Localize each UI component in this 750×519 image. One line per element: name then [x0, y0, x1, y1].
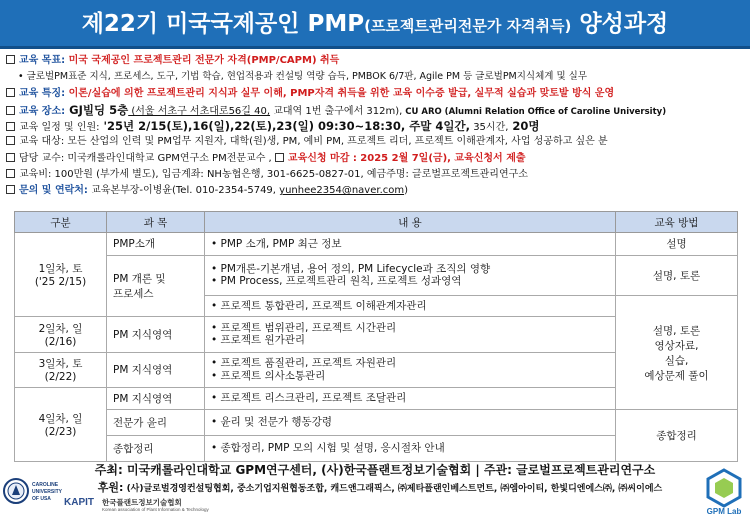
day3-cell	[15, 352, 107, 387]
checkbox-icon	[6, 106, 15, 115]
content-cell: • 종합정리, PMP 모의 시험 및 설명, 응시절차 안내	[205, 435, 616, 461]
feature-label: 교육 특징:	[19, 87, 66, 99]
method-cell: 설명	[616, 233, 738, 255]
table-header-row	[15, 212, 738, 233]
schedule-text: '25년 2/15(토),16(일),22(토),23(일) 09:30~18:30, 주말 4일간,	[99, 119, 471, 134]
content-line: • 프로젝트 범위관리, 프로젝트 시간관리	[211, 321, 397, 334]
subject-cell	[107, 255, 205, 317]
cu-line2: UNIVERSITY	[32, 489, 62, 495]
place-label: 교육 장소:	[19, 105, 66, 117]
header-subject: 과 목	[107, 212, 205, 233]
header-method: 교육 방법	[616, 212, 738, 233]
subject-cell: PMP소개	[107, 233, 205, 255]
table-row	[15, 233, 738, 255]
day3-label: 3일차, 토	[38, 358, 83, 371]
table-row	[15, 410, 738, 435]
feature-line	[6, 86, 746, 102]
method-line: 실습,	[664, 354, 689, 367]
checkbox-icon	[6, 169, 15, 178]
content-line: • PM개론-기본개념, 용어 정의, PM Lifecycle과 조직의 영향	[211, 262, 491, 275]
sponsor-text: (사)글로벌경영컨설팅협회, 중소기업지원협동조합, 캐드앤그래픽스, ㈜제타플랜인베스트먼트, ㈜엠아이티, 한빛디엔에스㈜, ㈜씨이에스	[123, 484, 663, 494]
kapit-mark: KAPIT	[64, 497, 94, 508]
place-line	[6, 102, 746, 118]
sponsor-label: 후원:	[97, 481, 124, 494]
schedule-people: 20명	[508, 119, 540, 134]
feature-text: 이론/실습에 의한 프로젝트관리 지식과 실무 이해, PMP자격 취득을 위한 교육 이수증 발급, 실무적 실습과 맞토발 방식 운영	[65, 87, 615, 99]
schedule-label: 교육 일정 및 인원:	[19, 122, 100, 134]
page-title	[0, 0, 750, 49]
title-banner	[0, 0, 750, 49]
table-row	[15, 255, 738, 295]
content-cell	[205, 317, 616, 352]
content-line: • 프로젝트 원가관리	[211, 334, 306, 347]
cu-line3: OF USA	[32, 496, 51, 502]
content-cell	[205, 352, 616, 387]
subject-cell: 종합정리	[107, 435, 205, 461]
checkbox-icon	[6, 185, 15, 194]
contact-email-link[interactable]: yunhee2354@naver.com	[279, 185, 405, 197]
method-cell: 종합정리	[616, 410, 738, 462]
content-line: • 프로젝트 품질관리, 프로젝트 자원관리	[211, 357, 397, 370]
gpm-lab-text: GPM Lab	[706, 507, 742, 516]
method-cell: 설명, 토론	[616, 255, 738, 295]
target-text: 교육 대상: 모든 산업의 인력 및 PM업무 지원자, 대학(원)생, PM, 예비 PM, 프로젝트 리더, 프로젝트 이해관계자, 사업 성공하고 싶은 분	[19, 136, 608, 148]
content-cell	[205, 255, 616, 295]
checkbox-icon	[6, 153, 15, 162]
teacher-line: 담당 교수: 미국캐롤라인대학교 GPM연구소 PM전문교수 , 교육신청 마감 : 2025 2월 7일(금), 교육신청서 제출	[6, 151, 746, 167]
fee-line	[6, 167, 746, 183]
place-cu: CU ARO (Alumni Relation Office of Caroline University)	[402, 106, 667, 117]
caroline-university-logo	[2, 469, 62, 517]
day4-label: 4일차, 일	[38, 413, 83, 426]
checkbox-icon	[6, 55, 15, 64]
content-cell: • 프로젝트 통합관리, 프로젝트 이해관계자관리	[205, 296, 616, 317]
method-line: 설명, 토론	[652, 324, 701, 337]
method-line: 영상자료,	[654, 339, 699, 352]
method-line: 예상문제 풀이	[644, 369, 709, 382]
title-end: 양성과정	[571, 11, 669, 37]
deadline-text: 교육신청 마감 : 2025 2월 7일(금), 교육신청서 제출	[287, 152, 526, 164]
title-main: 제22기 미국국제공인 PMP	[81, 11, 365, 37]
title-paren: (프로젝트관리전문가 자격취득)	[364, 17, 572, 35]
host-line: 주최: 미국캐롤라인대학교 GPM연구센터, (사)한국플랜트정보기술협회 | 주관: 글로벌프로젝트관리연구소	[94, 463, 656, 477]
checkbox-icon	[275, 153, 284, 162]
place-rest: 교대역 1번 출구에서 312m),	[270, 105, 403, 117]
fee-text: 교육비: 100만원 (부가세 별도), 입금계좌: NH농협은행, 301-6625-0827-01, 예금주명: 글로벌프로젝트관리연구소	[19, 169, 528, 181]
content-cell: • 프로젝트 리스크관리, 프로젝트 조달관리	[205, 388, 616, 410]
sponsor-line	[60, 480, 700, 495]
header-content: 내 용	[205, 212, 616, 233]
method-cell	[616, 296, 738, 410]
subject-cell: PM 지식영역	[107, 352, 205, 387]
subject-cell: 전문가 윤리	[107, 410, 205, 435]
schedule-line	[6, 118, 746, 134]
cu-line1: CAROLINE	[32, 482, 59, 488]
target-line	[6, 134, 746, 150]
checkbox-icon	[6, 88, 15, 97]
goal-sub-line: • 글로벌PM표준 지식, 프로세스, 도구, 기법 학습, 현업적용과 컨설팅 역량 습득, PMBOK 6/7판, Agile PM 등 글로벌PM지식체계 및 실무	[18, 71, 588, 83]
content-line: • PM Process, 프로젝트관리 원칙, 프로젝트 성과영역	[211, 275, 462, 288]
content-cell: • PMP 소개, PMP 최근 정보	[205, 233, 616, 255]
content-line: • 프로젝트 의사소통관리	[211, 369, 326, 382]
content-cell: • 윤리 및 전문가 행동강령	[205, 410, 616, 435]
header-category: 구분	[15, 212, 107, 233]
goal-label: 교육 목표:	[19, 55, 66, 66]
contact-text: 교육본부장-이병윤(Tel. 010-2354-5749,	[87, 185, 280, 197]
day4-date: (2/23)	[44, 426, 77, 439]
subject-line: PM 개론 및	[113, 272, 166, 285]
schedule-hours: 35시간,	[470, 122, 509, 134]
subject-cell: PM 지식영역	[107, 388, 205, 410]
day3-date: (2/22)	[44, 371, 77, 384]
checkbox-icon	[6, 136, 15, 145]
kapit-name: 한국플랜트정보기술협회	[102, 498, 182, 507]
day1-date: ('25 2/15)	[34, 276, 87, 289]
goal-line	[6, 53, 746, 69]
goal-text: 미국 국제공인 프로젝트관리 전문가 자격(PMP/CAPM) 취득	[65, 55, 340, 66]
place-name: GJ빌딩 5층	[65, 102, 129, 117]
checkbox-icon	[6, 122, 15, 131]
gpm-lab-logo	[700, 466, 748, 516]
kapit-logo	[64, 496, 244, 516]
day2-date: (2/16)	[44, 335, 77, 348]
day1-label: 1일차, 토	[38, 263, 83, 276]
contact-line	[6, 183, 746, 199]
place-address: (서울 서초구 서초대로56길 40,	[128, 105, 271, 117]
contact-label: 문의 및 연락처:	[19, 185, 88, 197]
teacher-text: 담당 교수: 미국캐롤라인대학교 GPM연구소 PM전문교수	[19, 152, 266, 164]
subject-line: 프로세스	[113, 287, 154, 300]
info-section	[6, 53, 746, 200]
day1-cell	[15, 233, 107, 317]
subject-cell: PM 지식영역	[107, 317, 205, 352]
kapit-english: Korean association of Plant Information & Technology	[102, 507, 209, 512]
day2-label: 2일차, 일	[38, 322, 83, 335]
day2-cell	[15, 317, 107, 352]
contact-end: )	[404, 185, 409, 197]
schedule-table	[14, 211, 738, 462]
day4-cell	[15, 388, 107, 462]
